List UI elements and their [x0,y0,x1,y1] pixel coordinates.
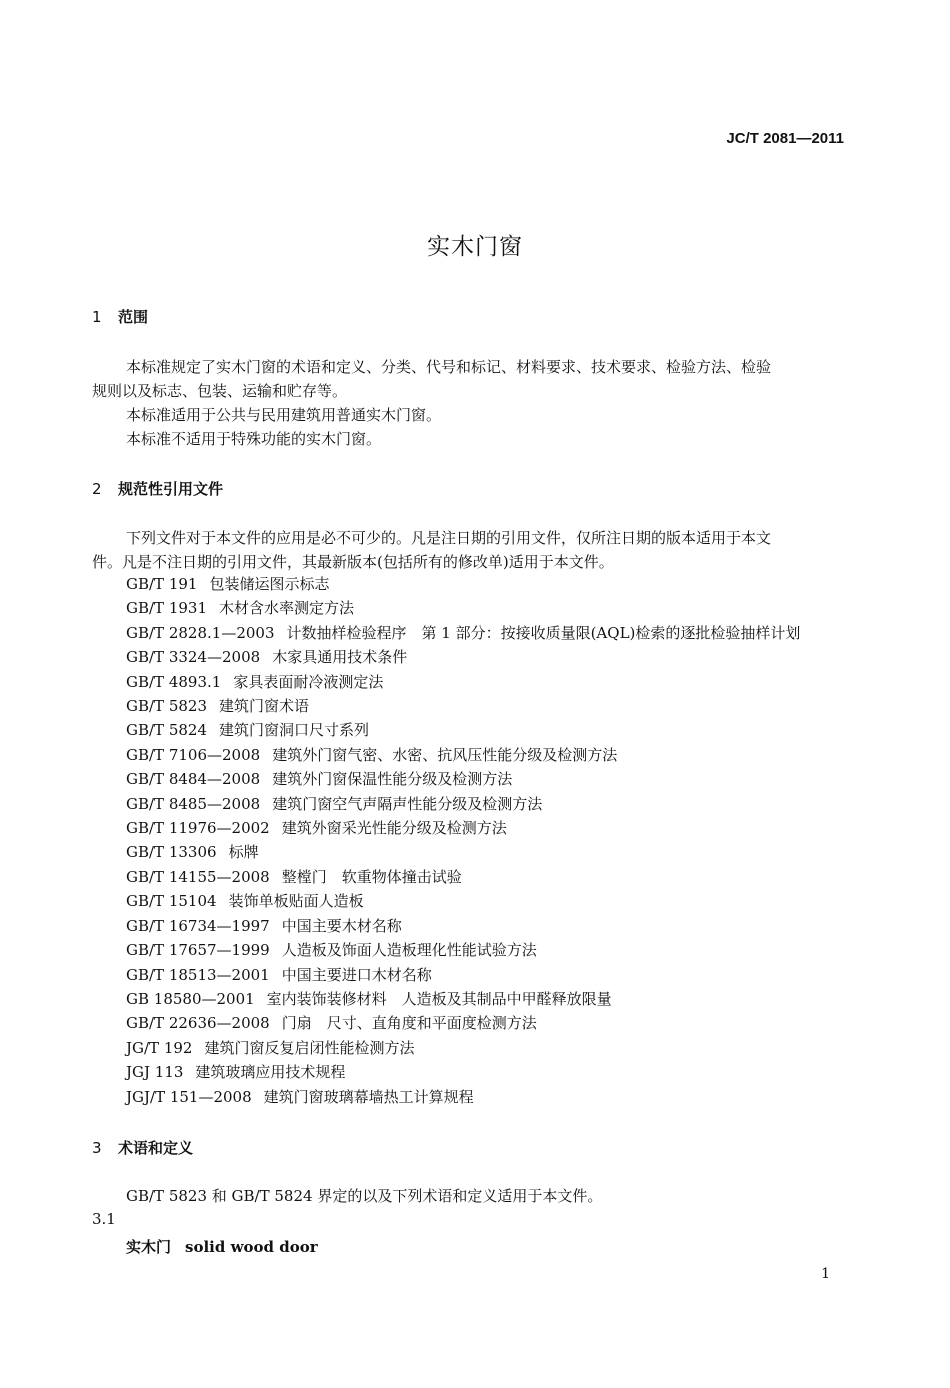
document-title: 实木门窗 [427,234,523,260]
section-title: 规范性引用文件 [118,480,224,498]
reference-code: GB/T 17657—1999 [126,941,270,960]
reference-title: 包装储运图示标志 [209,575,330,593]
reference-code: GB/T 8484—2008 [126,770,261,789]
reference-code: GB/T 22636—2008 [126,1014,270,1033]
section-title: 术语和定义 [118,1139,194,1157]
reference-code: GB/T 4893.1 [126,672,222,691]
reference-title: 建筑门窗术语 [219,697,310,716]
reference-title: 计数抽样检验程序 第 1 部分：按接收质量限(AQL)检索的逐批检验抽样计划 [286,623,801,642]
reference-title: 室内装饰装修材料 人造板及其制品中甲醛释放限量 [266,989,612,1008]
term-english: solid wood door [185,1238,318,1256]
reference-code: GB/T 7106—2008 [126,745,261,764]
section-title: 范围 [118,308,149,326]
reference-title: 中国主要木材名称 [281,916,402,935]
reference-code: JGJ/T 151—2008 [126,1087,252,1106]
page-number: 1 [821,1266,830,1282]
reference-code: GB/T 14155—2008 [126,867,270,886]
reference-code: GB 18580—2001 [126,989,255,1008]
reference-code: GB/T 1931 [126,599,208,618]
reference-item [126,816,800,840]
reference-title: 门扇 尺寸、直角度和平面度检测方法 [281,1014,537,1033]
reference-item [126,767,800,791]
reference-code: GB/T 8485—2008 [126,794,261,813]
reference-code: JG/T 192 [126,1038,193,1057]
reference-code: JGJ 113 [126,1063,184,1082]
reference-title: 建筑外门窗保温性能分级及检测方法 [272,770,513,789]
paragraph-line: 规则以及标志、包装、运输和贮存等。 [92,382,348,400]
reference-item [126,914,800,938]
section-number: 3 [92,1139,102,1157]
clause-number: 3.1 [92,1210,116,1228]
reference-title: 建筑外窗采光性能分级及检测方法 [281,819,507,838]
reference-title: 木材含水率测定方法 [219,599,355,618]
reference-item [126,865,800,889]
reference-code: GB/T 5824 [126,721,208,740]
term-chinese: 实木门 [126,1238,172,1256]
section-2-heading [92,478,223,499]
reference-title: 建筑外门窗气密、水密、抗风压性能分级及检测方法 [272,745,618,764]
reference-code: GB/T 18513—2001 [126,965,270,984]
reference-item [126,1085,800,1109]
section-3-intro [92,1184,852,1208]
reference-code: GB/T 5823 [126,697,208,716]
reference-item [126,792,800,816]
reference-item [126,963,800,987]
reference-item [126,1060,800,1084]
reference-item [126,743,800,767]
section-3-heading [92,1137,193,1158]
reference-item [126,1036,800,1060]
reference-code: GB/T 11976—2002 [126,819,270,838]
paragraph: GB/T 5823 和 GB/T 5824 界定的以及下列术语和定义适用于本文件。 [126,1187,603,1205]
reference-code: GB/T 191 [126,575,198,593]
standard-code: JC/T 2081—2011 [726,130,844,147]
reference-title: 建筑门窗洞口尺寸系列 [219,721,370,740]
reference-title: 人造板及饰面人造板理化性能试验方法 [281,941,537,960]
reference-code: GB/T 3324—2008 [126,648,261,667]
section-number: 2 [92,480,102,498]
reference-list [126,572,800,1109]
reference-title: 建筑玻璃应用技术规程 [195,1063,346,1082]
section-1-heading [92,306,148,327]
paragraph-line: 下列文件对于本文件的应用是必不可少的。凡是注日期的引用文件，仅所注日期的版本适用于本文 [126,529,772,547]
reference-title: 整樘门 软重物体撞击试验 [281,867,462,886]
paragraph: 本标准不适用于特殊功能的实木门窗。 [126,430,382,448]
section-number: 1 [92,308,102,326]
reference-item [126,694,800,718]
reference-item [126,670,800,694]
reference-item [126,938,800,962]
reference-item [126,889,800,913]
reference-code: GB/T 2828.1—2003 [126,623,275,642]
paragraph-line: 本标准规定了实木门窗的术语和定义、分类、代号和标记、材料要求、技术要求、检验方法、检验 [126,358,772,376]
reference-code: GB/T 13306 [126,843,217,862]
reference-title: 标牌 [228,843,259,862]
reference-item [126,621,800,645]
paragraph-line: 件。凡是不注日期的引用文件，其最新版本(包括所有的修改单)适用于本文件。 [92,553,614,571]
reference-title: 建筑门窗空气声隔声性能分级及检测方法 [272,794,543,813]
reference-code: GB/T 15104 [126,892,217,911]
reference-item [126,572,800,596]
reference-code: GB/T 16734—1997 [126,916,270,935]
reference-item [126,987,800,1011]
term-entry [126,1236,318,1257]
reference-title: 木家具通用技术条件 [272,648,408,667]
reference-item [126,596,800,620]
reference-title: 装饰单板贴面人造板 [228,892,364,911]
reference-item [126,1011,800,1035]
paragraph: 本标准适用于公共与民用建筑用普通实木门窗。 [126,406,442,424]
reference-title: 中国主要进口木材名称 [281,965,432,984]
reference-title: 建筑门窗玻璃幕墙热工计算规程 [263,1087,474,1106]
section-1-body [92,355,852,451]
reference-item [126,840,800,864]
reference-item [126,645,800,669]
reference-item [126,718,800,742]
section-2-intro [92,526,852,574]
reference-title: 建筑门窗反复启闭性能检测方法 [204,1038,415,1057]
reference-title: 家具表面耐冷液测定法 [233,672,384,691]
